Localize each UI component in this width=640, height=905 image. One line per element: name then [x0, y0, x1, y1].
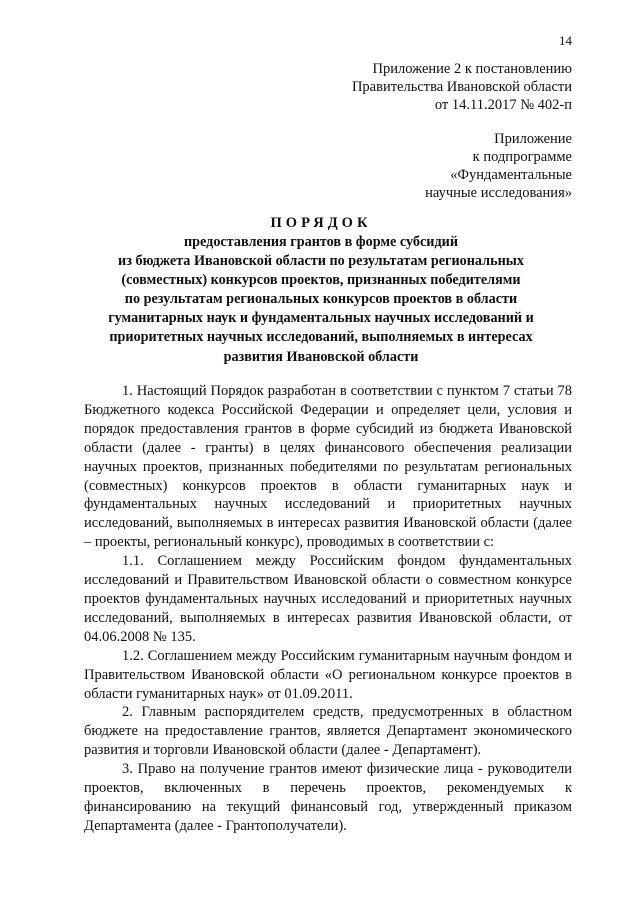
document-title [70, 214, 572, 367]
appendix-subprogram-reference [425, 130, 572, 202]
appendix-line: от 14.11.2017 № 402-п [434, 97, 572, 113]
title-line: (совместных) конкурсов проектов, признанных победителями [121, 272, 521, 289]
appendix-line: к подпрограмме [472, 149, 572, 165]
title-line: гуманитарных наук и фундаментальных научных исследований и [108, 310, 534, 327]
appendix-resolution-reference [352, 60, 572, 114]
title-line: из бюджета Ивановской области по результатам региональных [118, 253, 524, 270]
appendix-line: «Фундаментальные [450, 167, 572, 183]
appendix-line: Приложение [494, 131, 572, 147]
paragraph-1-1: 1.1. Соглашением между Российским фондом фундаментальных исследований и Правительством Ивановской области о совместном конкурсе проектов фундаментальных научных исследований и приоритетных научных исследований, выполняемых в интересах развития Ивановской области, от 04.06.2008 № 135. [84, 553, 572, 645]
paragraph-1: 1. Настоящий Порядок разработан в соответствии с пунктом 7 статьи 78 Бюджетного кодекса Российской Федерации и определяет цели, условия и порядок предоставления грантов в форме субсидий из бюджета Ивановской области (далее - гранты) в целях финансового обеспечения реализации научных проектов, признанных победителями по результатам региональных (совместных) конкурсов проектов в области гуманитарных наук и фундаментальных научных исследований и приоритетных научных исследований, выполняемых в интересах развития Ивановской области (далее – проекты, региональный конкурс), проводимых в соответствии с: [84, 383, 572, 551]
appendix-line: научные исследования» [425, 185, 572, 201]
appendix-line: Приложение 2 к постановлению [372, 61, 572, 77]
paragraph-2: 2. Главным распорядителем средств, предусмотренных в областном бюджете на предоставление грантов, является Департамент экономического развития и торговли Ивановской области (далее - Департамент). [84, 704, 572, 759]
title-line: развития Ивановской области [223, 348, 419, 365]
paragraph-3: 3. Право на получение грантов имеют физические лица - руководители проектов, включенных в перечень проектов, рекомендуемых к финансированию на текущий финансовый год, утвержденный приказом Департамента (далее - Грантополучатели). [84, 761, 572, 834]
title-line: по результатам региональных конкурсов проектов в области [124, 291, 518, 308]
title-heading: ПОРЯДОК [270, 215, 372, 231]
title-line: предоставления грантов в форме субсидий [183, 234, 459, 250]
title-line: приоритетных научных исследований, выполняемых в интересах [109, 329, 533, 346]
appendix-line: Правительства Ивановской области [351, 79, 572, 95]
page-number: 14 [559, 33, 572, 48]
paragraph-1-2: 1.2. Соглашением между Российским гуманитарным научным фондом и Правительством Ивановской области «О региональном конкурсе проектов в области гуманитарных наук» от 01.09.2011. [84, 647, 572, 702]
document-body [84, 382, 572, 836]
